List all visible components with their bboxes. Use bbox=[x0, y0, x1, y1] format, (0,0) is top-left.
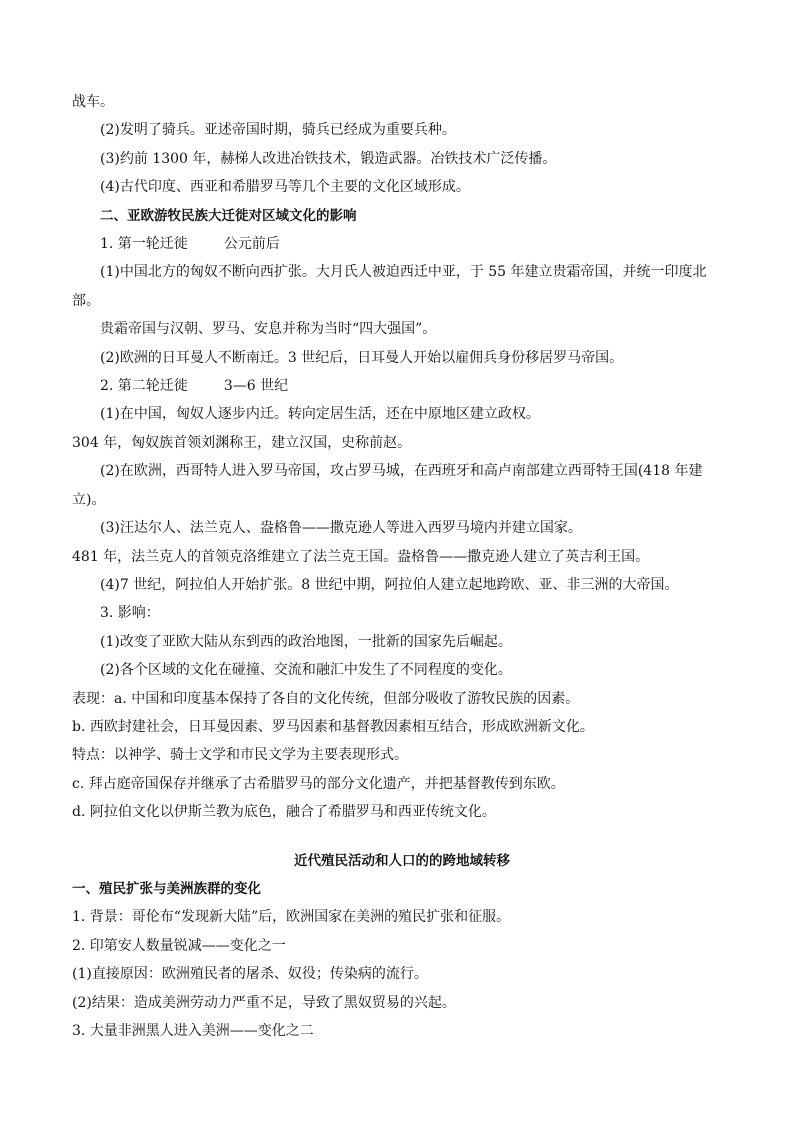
text-line: 3. 影响： bbox=[100, 605, 160, 622]
text-line: 特点：以神学、骑士文学和市民文学为主要表现形式。 bbox=[72, 747, 408, 764]
text-line bbox=[72, 372, 732, 400]
text-line: 481 年，法兰克人的首领克洛维建立了法兰克王国。盎格鲁——撒克逊人建立了英吉利王国。 bbox=[72, 548, 650, 565]
text-line: (1)直接原因：欧洲殖民者的屠杀、奴役；传染病的流行。 bbox=[72, 966, 428, 983]
text-line: 战车。 bbox=[72, 94, 114, 110]
document-page bbox=[72, 88, 732, 1045]
text-line: (4)7 世纪，阿拉伯人开始扩张。8 世纪中期，阿拉伯人建立起地跨欧、亚、非三洲的大帝国。 bbox=[100, 576, 679, 593]
text-paragraph bbox=[72, 457, 732, 514]
text-line: 2. 印第安人数量锐减——变化之一 bbox=[72, 937, 286, 954]
text-line: (3)汪达尔人、法兰克人、盎格鲁——撒克逊人等进入西罗马境内并建立国家。 bbox=[100, 520, 582, 537]
section-heading: 二、亚欧游牧民族大迁徙对区域文化的影响 bbox=[100, 207, 357, 224]
text-line: 1. 背景：哥伦布“发现新大陆”后，欧洲国家在美洲的殖民扩张和征服。 bbox=[72, 909, 511, 926]
wave1-label: 1. 第一轮迁徙 bbox=[100, 236, 188, 253]
text-paragraph bbox=[72, 258, 732, 315]
section-heading: 一、殖民扩张与美洲族群的变化 bbox=[72, 880, 261, 897]
wave1-time: 公元前后 bbox=[223, 236, 280, 253]
text-line: 表现：a. 中国和印度基本保持了各自的文化传统，但部分吸收了游牧民族的因素。 bbox=[72, 690, 580, 707]
text-line: (4)古代印度、西亚和希腊罗马等几个主要的文化区域形成。 bbox=[100, 179, 470, 196]
text-line: (2)结果：造成美洲劳动力严重不足，导致了黑奴贸易的兴起。 bbox=[72, 994, 456, 1011]
text-line: d. 阿拉伯文化以伊斯兰教为底色，融合了希腊罗马和西亚传统文化。 bbox=[72, 804, 496, 821]
text-line bbox=[72, 230, 732, 258]
text-line: (2)发明了骑兵。亚述帝国时期，骑兵已经成为重要兵种。 bbox=[100, 122, 456, 139]
text-line: (3)约前 1300 年，赫梯人改进冶铁技术，锻造武器。冶铁技术广泛传播。 bbox=[100, 150, 557, 167]
section-title: 近代殖民活动和人口的的跨地域转移 bbox=[294, 852, 510, 869]
text-line: 304 年，匈奴族首领刘渊称王，建立汉国，史称前赵。 bbox=[72, 434, 412, 451]
text-line: c. 拜占庭帝国保存并继承了古希腊罗马的部分文化遗产，并把基督教传到东欧。 bbox=[72, 775, 565, 792]
text-line: 3. 大量非洲黑人进入美洲——变化之二 bbox=[72, 1023, 314, 1039]
text-line: 贵霜帝国与汉朝、罗马、安息并称为当时“四大强国”。 bbox=[100, 321, 437, 338]
text-line: (2)在欧洲，西哥特人进入罗马帝国，攻占罗马城，在西班牙和高卢南部建立西哥特王国(418 年建立)。 bbox=[72, 463, 703, 508]
text-line: (2)各个区域的文化在碰撞、交流和融汇中发生了不同程度的变化。 bbox=[100, 662, 512, 679]
text-line: (1)在中国，匈奴人逐步内迁。转向定居生活，还在中原地区建立政权。 bbox=[100, 406, 540, 423]
text-line: (2)欧洲的日耳曼人不断南迁。3 世纪后，日耳曼人开始以雇佣兵身份移居罗马帝国。 bbox=[100, 349, 624, 366]
wave2-time: 3—6 世纪 bbox=[223, 378, 289, 395]
wave2-label: 2. 第二轮迁徙 bbox=[100, 378, 188, 395]
text-line: (1)改变了亚欧大陆从东到西的政治地图，一批新的国家先后崛起。 bbox=[100, 633, 512, 650]
text-line: (1)中国北方的匈奴不断向西扩张。大月氏人被迫西迁中亚，于 55 年建立贵霜帝国，并统一印度北部。 bbox=[72, 264, 707, 309]
text-line: b. 西欧封建社会，日耳曼因素、罗马因素和基督教因素相互结合，形成欧洲新文化。 bbox=[72, 718, 594, 735]
